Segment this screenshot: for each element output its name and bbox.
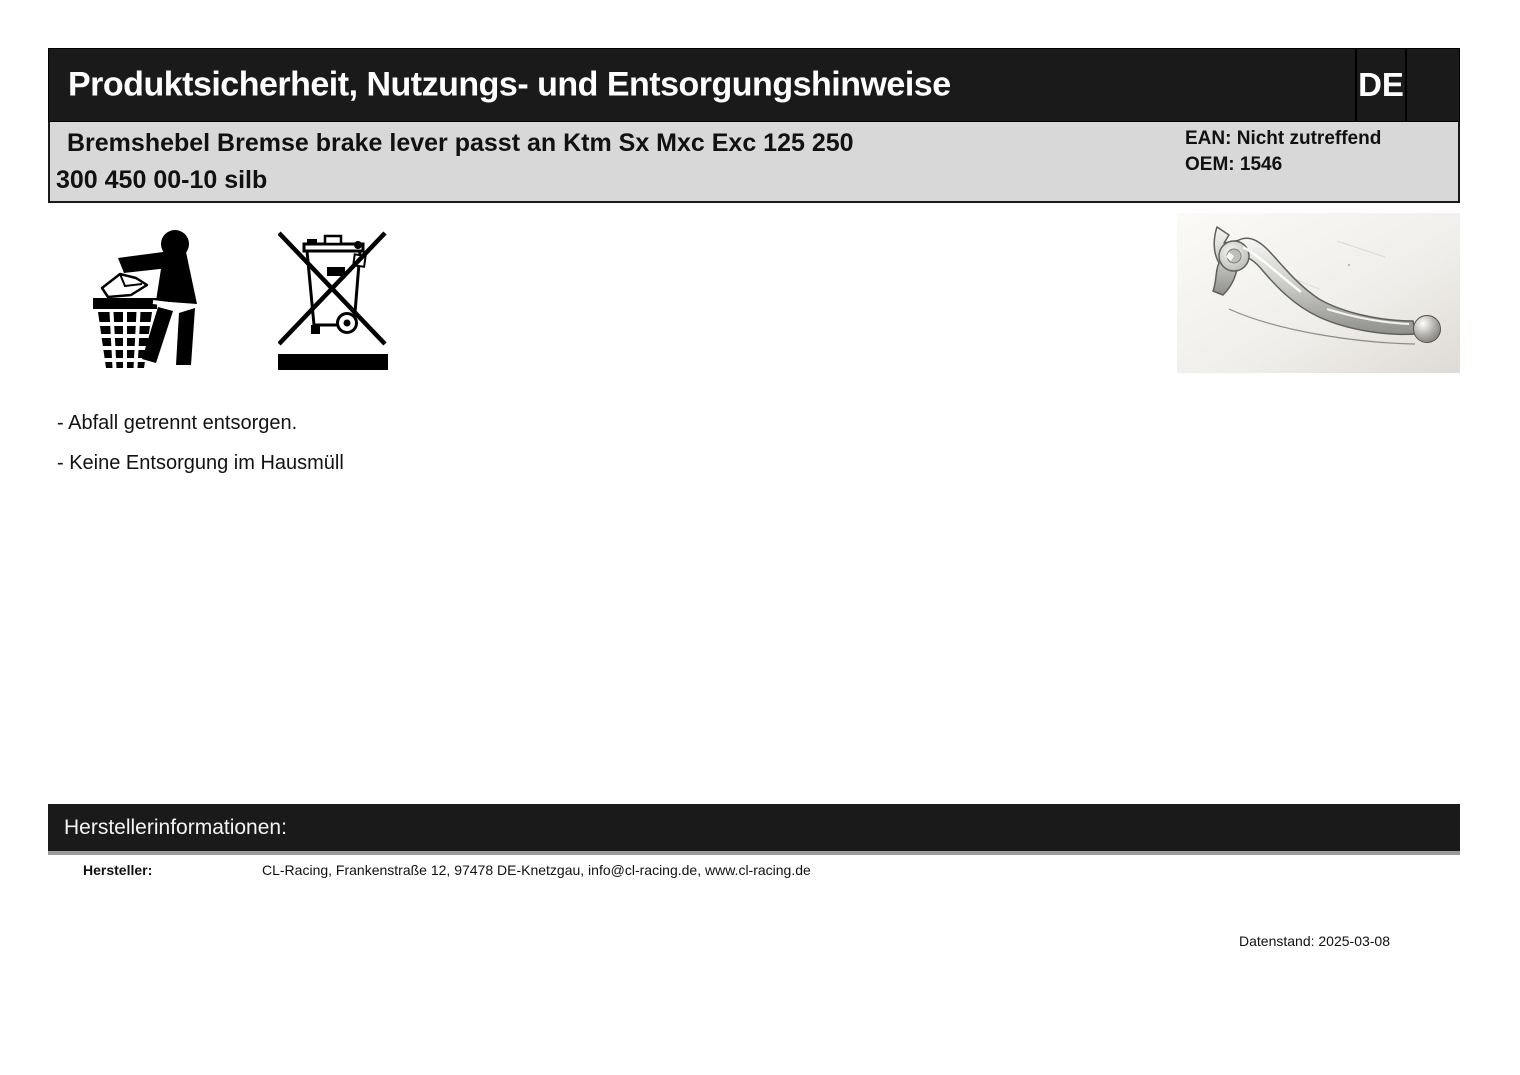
ean-value: EAN: Nicht zutreffend (1185, 128, 1382, 149)
disposal-notes (57, 412, 344, 492)
manufacturer-section-header (48, 804, 1460, 851)
language-badge: DE (1355, 49, 1407, 121)
manufacturer-label: Hersteller: (83, 862, 153, 878)
disposal-note: - Keine Entsorgung im Hausmüll (57, 452, 344, 474)
product-title-band (48, 122, 1460, 203)
document-header (48, 48, 1460, 122)
product-photo-brake-lever (1177, 213, 1460, 373)
manufacturer-section-title: Herstellerinformationen: (64, 815, 287, 839)
disposal-note: - Abfall getrennt entsorgen. (57, 412, 298, 434)
manufacturer-value: CL-Racing, Frankenstraße 12, 97478 DE-Knetzgau, info@cl-racing.de, www.cl-racing.de (262, 862, 811, 878)
product-identifiers (1185, 126, 1381, 178)
weee-crossed-out-bin-icon (278, 228, 388, 370)
tidyman-icon (90, 228, 215, 370)
oem-value: OEM: 1546 (1185, 154, 1283, 175)
data-status-date: Datenstand: 2025-03-08 (1239, 933, 1390, 949)
product-title-line1: Bremshebel Bremse brake lever passt an Ktm Sx Mxc Exc 125 250 (67, 129, 854, 157)
product-title-line2: 300 450 00-10 silb (56, 166, 268, 194)
page-title: Produktsicherheit, Nutzungs- und Entsorgungshinweise (68, 65, 951, 104)
